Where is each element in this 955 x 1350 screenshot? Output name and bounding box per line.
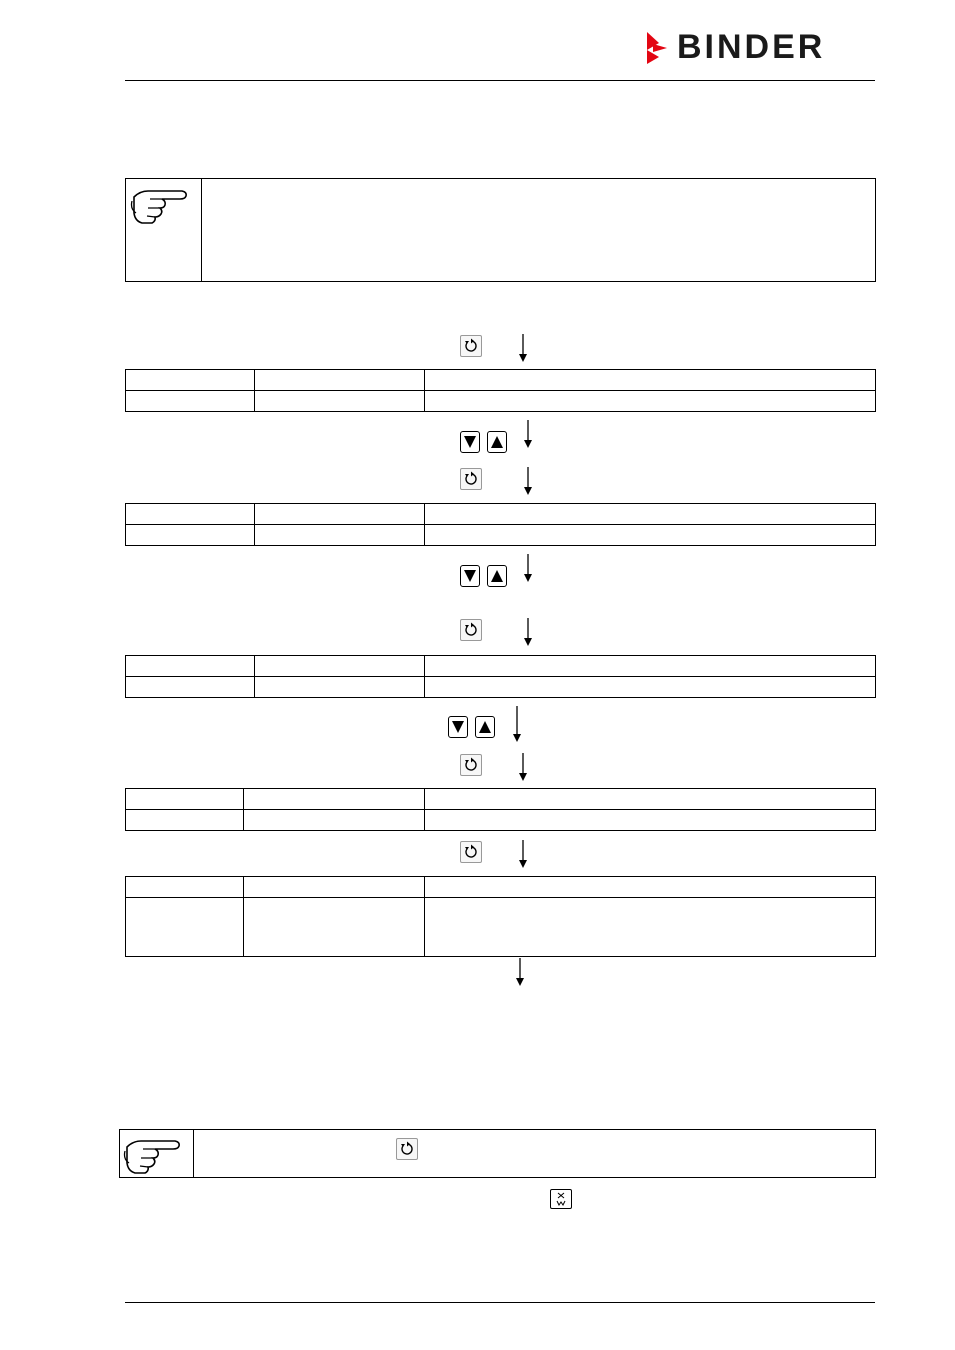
confirm-key-icon[interactable]	[460, 754, 482, 776]
step-table-5	[125, 876, 876, 957]
flow-down-arrow-icon	[522, 554, 534, 584]
table-cell	[126, 525, 255, 546]
arrow-down-key-icon[interactable]	[460, 431, 480, 453]
table-cell	[255, 370, 425, 391]
pointing-hand-icon	[123, 1133, 181, 1175]
brand-name: BINDER	[677, 28, 826, 66]
arrow-down-key-icon[interactable]	[460, 565, 480, 587]
table-cell	[255, 525, 425, 546]
table-cell	[425, 898, 876, 957]
table-row	[126, 656, 876, 677]
header-divider	[125, 80, 875, 81]
table-cell	[244, 789, 425, 810]
arrow-up-key-icon[interactable]	[475, 716, 495, 738]
table-row	[126, 504, 876, 525]
flow-down-arrow-icon	[514, 958, 526, 988]
table-cell	[255, 656, 425, 677]
table-row	[126, 677, 876, 698]
table-cell	[425, 677, 876, 698]
confirm-key-icon[interactable]	[460, 619, 482, 641]
table-cell	[255, 677, 425, 698]
note-box-1	[125, 178, 876, 282]
flow-down-arrow-icon	[517, 753, 529, 783]
arrow-up-key-icon[interactable]	[487, 431, 507, 453]
note-box-2	[119, 1129, 876, 1178]
binder-logo-mark-icon	[645, 30, 671, 66]
table-row	[126, 525, 876, 546]
confirm-key-icon[interactable]	[460, 841, 482, 863]
table-cell	[126, 391, 255, 412]
table-row	[126, 370, 876, 391]
arrow-down-key-icon[interactable]	[448, 716, 468, 738]
exit-key-icon[interactable]	[550, 1189, 572, 1209]
table-cell	[425, 877, 876, 898]
step-table-4	[125, 788, 876, 831]
table-cell	[126, 656, 255, 677]
flow-down-arrow-icon	[511, 706, 523, 744]
table-cell	[126, 504, 255, 525]
flow-down-arrow-icon	[517, 840, 529, 870]
table-cell	[425, 504, 876, 525]
table-cell	[126, 677, 255, 698]
flow-down-arrow-icon	[522, 420, 534, 450]
table-cell	[126, 877, 244, 898]
table-cell	[425, 789, 876, 810]
flow-down-arrow-icon	[522, 467, 534, 497]
table-cell	[126, 810, 244, 831]
table-cell	[244, 810, 425, 831]
table-cell	[126, 789, 244, 810]
table-cell	[255, 504, 425, 525]
table-cell	[244, 898, 425, 957]
confirm-key-icon[interactable]	[396, 1138, 418, 1160]
table-row	[126, 810, 876, 831]
table-row	[126, 877, 876, 898]
table-cell	[126, 370, 255, 391]
flow-down-arrow-icon	[522, 618, 534, 648]
binder-logo	[645, 30, 877, 66]
table-cell	[425, 370, 876, 391]
arrow-up-key-icon[interactable]	[487, 565, 507, 587]
table-cell	[255, 391, 425, 412]
table-cell	[244, 877, 425, 898]
confirm-key-icon[interactable]	[460, 335, 482, 357]
table-cell	[425, 525, 876, 546]
step-table-2	[125, 503, 876, 546]
step-table-1	[125, 369, 876, 412]
table-cell	[425, 656, 876, 677]
pointing-hand-icon	[130, 183, 188, 225]
table-row	[126, 391, 876, 412]
table-row	[126, 898, 876, 957]
table-cell	[425, 810, 876, 831]
step-table-3	[125, 655, 876, 698]
table-row	[126, 789, 876, 810]
confirm-key-icon[interactable]	[460, 468, 482, 490]
flow-down-arrow-icon	[517, 334, 529, 364]
table-cell	[425, 391, 876, 412]
table-cell	[126, 898, 244, 957]
footer-divider	[125, 1302, 875, 1303]
